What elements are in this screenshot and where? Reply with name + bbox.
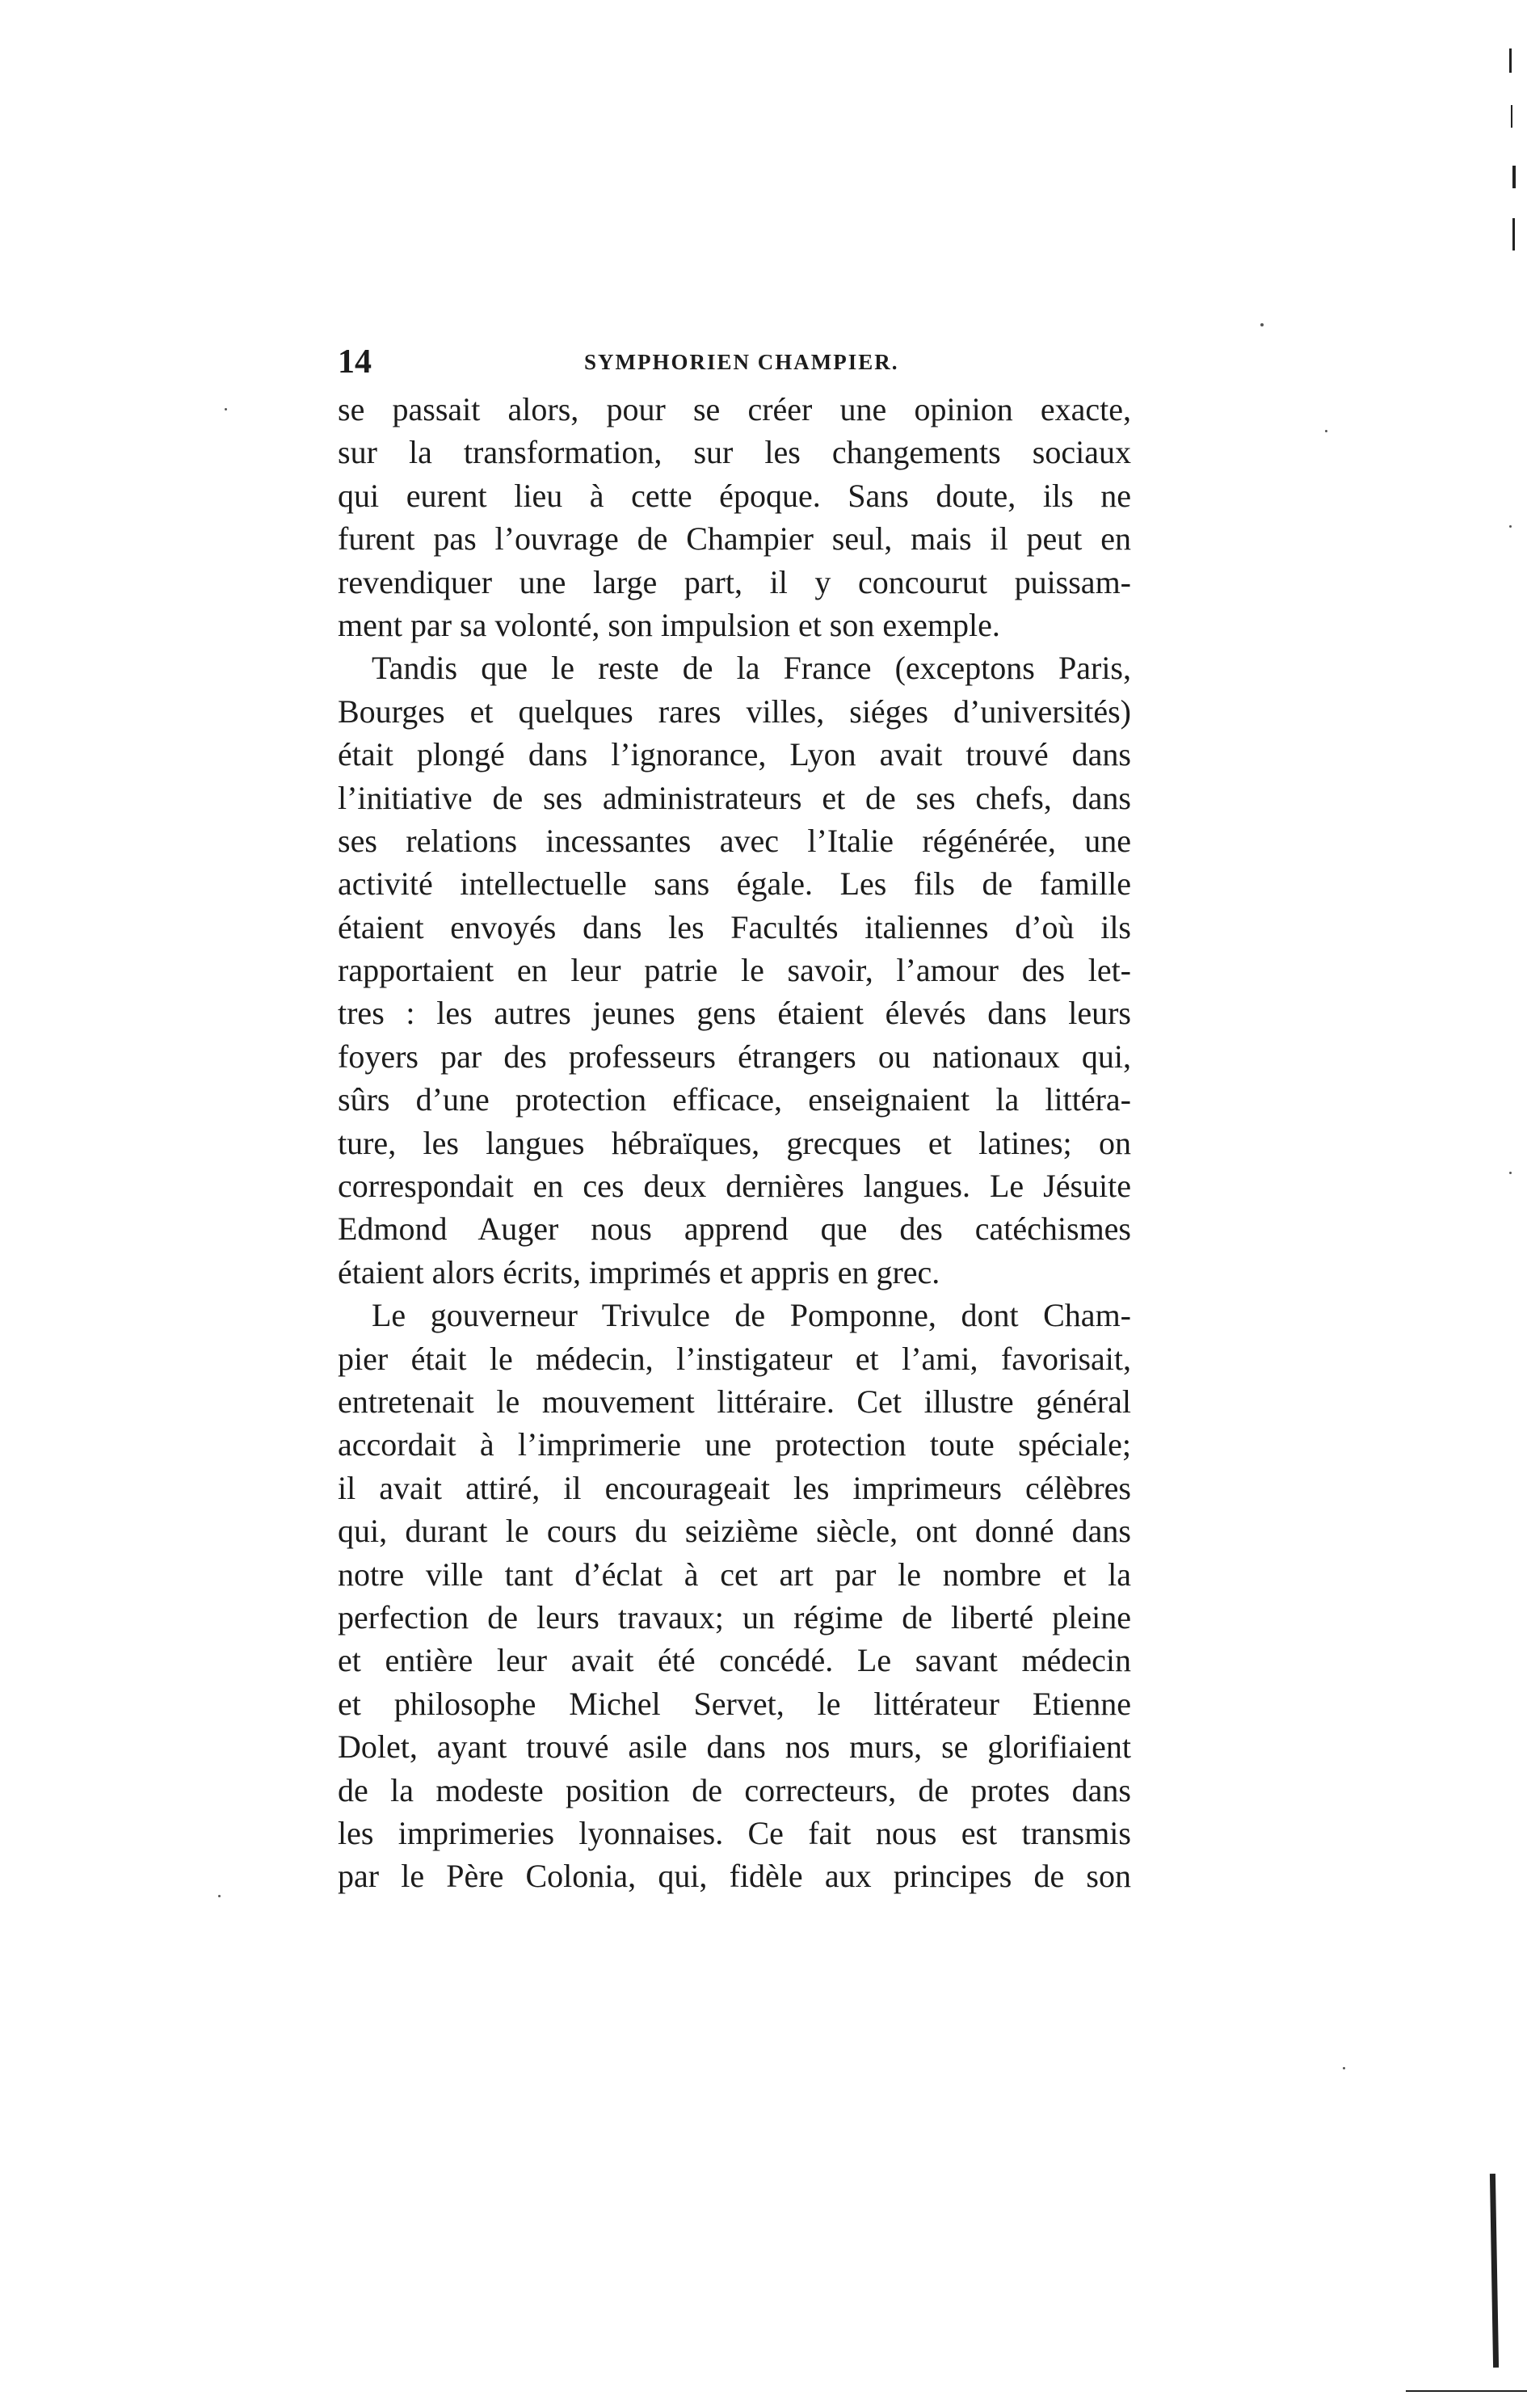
- scan-edge-mark: [1512, 218, 1515, 250]
- text-line: rapportaient en leur patrie le savoir, l’amour des let-: [338, 952, 1131, 989]
- text-line: perfection de leurs travaux; un régime de liberté pleine: [338, 1598, 1131, 1636]
- text-line: il avait attiré, il encourageait les imprimeurs célèbres: [338, 1469, 1131, 1506]
- text-line: par le Père Colonia, qui, fidèle aux principes de son: [338, 1858, 1131, 1895]
- running-head: [338, 338, 1131, 386]
- text-line: entretenait le mouvement littéraire. Cet illustre général: [338, 1383, 1131, 1420]
- body-text: [338, 388, 1131, 1898]
- text-line: sur la transformation, sur les changements sociaux: [338, 434, 1131, 471]
- text-line: qui eurent lieu à cette époque. Sans doute, ils ne: [338, 477, 1131, 514]
- text-line: Bourges et quelques rares villes, siéges d’universités): [338, 693, 1131, 730]
- text-line: Tandis que le reste de la France (exceptons Paris,: [372, 650, 1131, 687]
- scan-speck: [1509, 1172, 1512, 1174]
- text-line: tres : les autres jeunes gens étaient élevés dans leurs: [338, 995, 1131, 1032]
- page-number: 14: [338, 343, 372, 381]
- text-line: foyers par des professeurs étrangers ou nationaux qui,: [338, 1038, 1131, 1075]
- text-line: ment par sa volonté, son impulsion et son exemple.: [338, 606, 1000, 643]
- text-line: notre ville tant d’éclat à cet art par le nombre et la: [338, 1556, 1131, 1593]
- text-line: accordait à l’imprimerie une protection toute spéciale;: [338, 1426, 1131, 1463]
- running-title: SYMPHORIEN CHAMPIER.: [584, 350, 899, 374]
- text-line: étaient envoyés dans les Facultés italiennes d’où ils: [338, 908, 1131, 945]
- text-line: étaient alors écrits, imprimés et appris en grec.: [338, 1253, 940, 1290]
- scan-speck: [1260, 323, 1264, 326]
- text-line: les imprimeries lyonnaises. Ce fait nous est transmis: [338, 1814, 1131, 1851]
- text-line: de la modeste position de correcteurs, de protes dans: [338, 1771, 1131, 1808]
- text-line: l’initiative de ses administrateurs et de ses chefs, dans: [338, 779, 1131, 816]
- scan-speck: [1343, 2067, 1345, 2069]
- text-line: et entière leur avait été concédé. Le savant médecin: [338, 1642, 1131, 1679]
- text-line: sûrs d’une protection efficace, enseignaient la littéra-: [338, 1081, 1131, 1118]
- text-line: correspondait en ces deux dernières langues. Le Jésuite: [338, 1168, 1131, 1205]
- text-line: se passait alors, pour se créer une opinion exacte,: [338, 391, 1131, 427]
- scan-edge-mark: [1509, 48, 1512, 73]
- text-line: ture, les langues hébraïques, grecques et latines; on: [338, 1124, 1131, 1161]
- scan-edge-mark: [1490, 2174, 1499, 2368]
- scan-speck: [1325, 430, 1327, 432]
- text-line: revendiquer une large part, il y concourut puissam-: [338, 563, 1131, 600]
- text-line: Edmond Auger nous apprend que des catéchismes: [338, 1210, 1131, 1248]
- scan-edge-mark: [1511, 105, 1512, 128]
- text-line: Dolet, ayant trouvé asile dans nos murs, se glorifiaient: [338, 1728, 1131, 1766]
- text-line: était plongé dans l’ignorance, Lyon avait trouvé dans: [338, 736, 1131, 773]
- scan-edge-mark: [1512, 166, 1516, 188]
- scan-speck: [218, 1895, 221, 1897]
- scan-speck: [1509, 525, 1512, 528]
- text-line: qui, durant le cours du seizième siècle, ont donné dans: [338, 1513, 1131, 1550]
- text-line: ses relations incessantes avec l’Italie régénérée, une: [338, 822, 1131, 859]
- text-line: et philosophe Michel Servet, le littérateur Etienne: [338, 1685, 1131, 1722]
- scan-edge-mark: [1406, 2390, 1527, 2392]
- scan-speck: [225, 408, 227, 410]
- text-line: pier était le médecin, l’instigateur et l’ami, favorisait,: [338, 1340, 1131, 1377]
- text-line: furent pas l’ouvrage de Champier seul, mais il peut en: [338, 520, 1131, 558]
- text-line: Le gouverneur Trivulce de Pomponne, dont Cham-: [372, 1297, 1131, 1334]
- text-line: activité intellectuelle sans égale. Les fils de famille: [338, 865, 1131, 903]
